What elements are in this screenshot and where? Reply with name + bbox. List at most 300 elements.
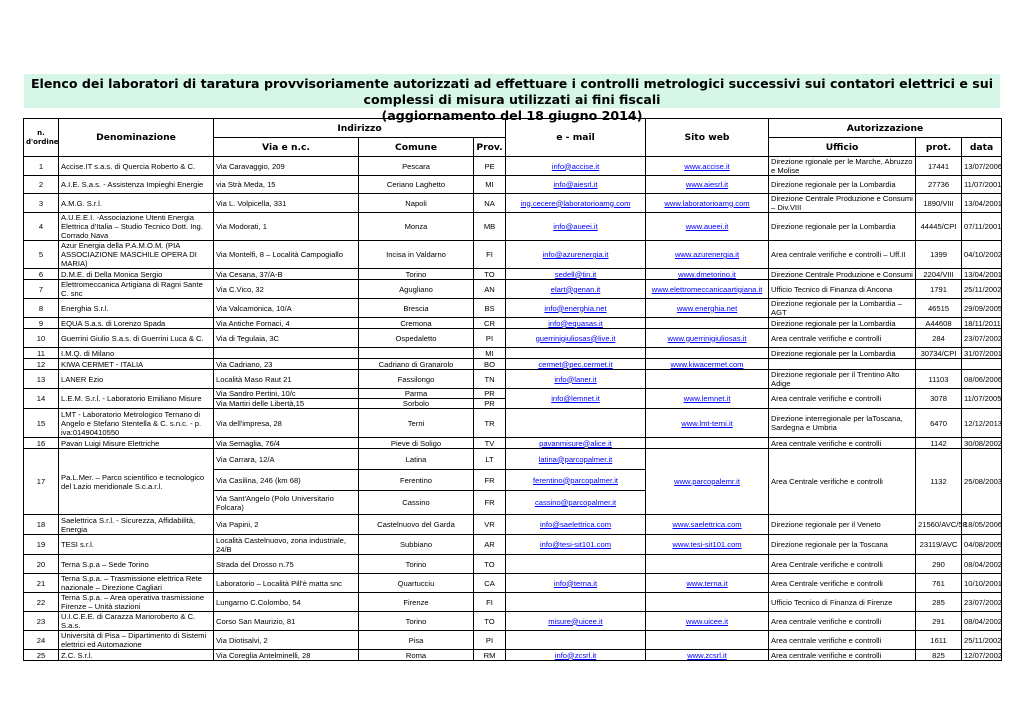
- row-ufficio: Direzione regionale per la Lombardia: [769, 348, 916, 359]
- row-sito-web-link[interactable]: www.accise.it: [684, 161, 730, 171]
- row-via: Via Valcamonica, 10/A: [214, 299, 359, 318]
- row-prot: 1399: [916, 241, 962, 269]
- row-email[interactable]: [506, 574, 646, 593]
- row-prot: 21560/AVC/58: [916, 515, 962, 535]
- row-number: 2: [24, 176, 59, 194]
- header-comune: Comune: [359, 138, 474, 157]
- row-sito-web[interactable]: [646, 241, 769, 269]
- row-sito-web: [646, 631, 769, 650]
- table-row: [24, 370, 1002, 389]
- row-email-link[interactable]: info@saelettrica.com: [540, 520, 612, 529]
- row-email[interactable]: [506, 515, 646, 535]
- row-prov: TO: [474, 269, 506, 280]
- header-ufficio: Ufficio: [769, 138, 916, 157]
- row-comune: Cremona: [359, 318, 474, 329]
- header-indirizzo: Indirizzo: [214, 119, 506, 138]
- row-sito-web-link[interactable]: www.azurenergia.it: [674, 250, 740, 259]
- row-number: 12: [24, 359, 59, 370]
- row-email-link[interactable]: info@aueei.it: [553, 222, 598, 231]
- row-prov: TV: [474, 438, 506, 449]
- laboratories-table: [23, 118, 1002, 661]
- row-prot: 290: [916, 555, 962, 574]
- row-comune: Torino: [359, 612, 474, 631]
- row-prot: 1791: [916, 280, 962, 299]
- row-via: Via C.Vico, 32: [214, 280, 359, 299]
- row-denominazione: Energhia S.r.l.: [59, 299, 214, 318]
- row-sito-web[interactable]: [646, 409, 769, 438]
- table-row: [24, 213, 1002, 241]
- row-email[interactable]: [506, 176, 646, 194]
- row-email[interactable]: [506, 438, 646, 449]
- row-sito-web[interactable]: [646, 176, 769, 194]
- row-comune: Castelnuovo del Garda: [359, 515, 474, 535]
- row-ufficio: Direzione regionale per il Trentino Alto Adige: [769, 370, 916, 389]
- row-email[interactable]: [506, 213, 646, 241]
- row-prov: MB: [474, 213, 506, 241]
- row-comune: Terni: [359, 409, 474, 438]
- row-sito-web-link[interactable]: www.guerrinigiuliosas.it: [667, 333, 747, 343]
- row-email-link[interactable]: pavanmisure@alice.it: [539, 438, 612, 448]
- row-ufficio: Direzione regionale per la Lombardia: [769, 176, 916, 194]
- row-number: 8: [24, 299, 59, 318]
- row-data: 11/07/2005: [962, 389, 1002, 409]
- row-number: 5: [24, 241, 59, 269]
- title-line-1: Elenco dei laboratori di taratura provvisoriamente autorizzati ad effettuare i controlli metrologici successivi sui contatori elettrici e sui complessi di misura utilizzati ai fini fiscali: [30, 76, 994, 107]
- table-row: [24, 329, 1002, 348]
- row-number: 15: [24, 409, 59, 438]
- row-number: 10: [24, 329, 59, 348]
- row-denominazione: L.E.M. S.r.l. - Laboratorio Emiliano Misure: [59, 389, 214, 409]
- row-via: Corso San Maurizio, 81: [214, 612, 359, 631]
- row-ufficio: Area centrale verifiche e controlli: [769, 329, 916, 348]
- row-denominazione: TESI s.r.l.: [59, 535, 214, 555]
- table-row: [24, 409, 1002, 438]
- row-sito-web[interactable]: [646, 299, 769, 318]
- row-comune: Parma: [359, 389, 474, 399]
- row-denominazione: Saelettrica S.r.l. - Sicurezza, Affidabilità, Energia: [59, 515, 214, 535]
- row-denominazione: D.M.E. di Della Monica Sergio: [59, 269, 214, 280]
- row-via: Via Coreglia Antelminelli, 28: [214, 650, 359, 661]
- row-email-link[interactable]: info@terna.it: [553, 578, 598, 588]
- row-number: 17: [24, 449, 59, 515]
- row-ufficio: Area centrale verifiche e controlli – Uff.II: [769, 241, 916, 269]
- header-sito-web: Sito web: [646, 119, 769, 157]
- row-prot: 27736: [916, 176, 962, 194]
- row-prov: CA: [474, 574, 506, 593]
- row-email: [506, 593, 646, 612]
- row-email-link[interactable]: ing.cecere@laboratorioamg.com: [520, 198, 631, 208]
- row-ufficio: Area centrale verifiche e controlli: [769, 612, 916, 631]
- row-email: [506, 409, 646, 438]
- header-prov: Prov.: [474, 138, 506, 157]
- row-denominazione: LMT - Laboratorio Metrologico Ternano di Angelo e Stefano Stentella & C. s.n.c. - p. iva:01490410550: [59, 409, 214, 438]
- row-prov: MI: [474, 348, 506, 359]
- row-ufficio: [769, 359, 916, 370]
- row-email-link[interactable]: info@accise.it: [551, 161, 600, 171]
- row-number: 1: [24, 157, 59, 176]
- row-via: Via Sernaglia, 76/4: [214, 438, 359, 449]
- row-ufficio: Area centrale verifiche e controlli: [769, 389, 916, 409]
- table-row: [24, 515, 1002, 535]
- table-row: [24, 299, 1002, 318]
- row-ufficio: Direzione Centrale Produzione e Consumi – Div.VIII: [769, 194, 916, 213]
- row-comune: Quartucciu: [359, 574, 474, 593]
- row-email-link[interactable]: info@tesi-sit101.com: [540, 540, 612, 549]
- row-via: Via Sandro Pertini, 10/c: [214, 389, 359, 399]
- row-denominazione: Azur Energia della P.A.M.O.M. (PIA ASSOCIAZIONE MASCHILE OPERA DI MARIA): [59, 241, 214, 269]
- row-data: 25/11/2002: [962, 631, 1002, 650]
- row-sito-web[interactable]: [646, 535, 769, 555]
- table-row: [24, 269, 1002, 280]
- row-sito-web-link[interactable]: www.laboratorioamg.com: [664, 198, 750, 208]
- row-number: 20: [24, 555, 59, 574]
- row-email[interactable]: [506, 359, 646, 370]
- header-via: Via e n.c.: [214, 138, 359, 157]
- row-email: [506, 348, 646, 359]
- row-prot: 23119/AVC: [916, 535, 962, 555]
- row-prov: PI: [474, 631, 506, 650]
- row-prot: 2204/VIII: [916, 269, 962, 280]
- row-number: 21: [24, 574, 59, 593]
- row-ufficio: Direzione regionale per la Lombardia – AGT: [769, 299, 916, 318]
- row-prot: 11103: [916, 370, 962, 389]
- row-email-link[interactable]: ferentino@parcopalmer.it: [533, 475, 618, 485]
- row-sito-web-link[interactable]: www.elettromeccanicaartigiana.it: [651, 284, 763, 294]
- row-email-link[interactable]: info@zcsrl.it: [554, 650, 597, 660]
- row-prot: 761: [916, 574, 962, 593]
- row-via: Località Castelnuovo, zona industriale, 24/B: [214, 535, 359, 555]
- row-number: 13: [24, 370, 59, 389]
- row-prov: PI: [474, 329, 506, 348]
- table-row: [24, 555, 1002, 574]
- row-prov: FR: [474, 470, 506, 491]
- row-denominazione: Università di Pisa – Dipartimento di Sistemi elettrici ed Automazione: [59, 631, 214, 650]
- row-number: 23: [24, 612, 59, 631]
- row-denominazione: A.I.E. S.a.s. - Assistenza Impieghi Energie: [59, 176, 214, 194]
- row-email[interactable]: [506, 449, 646, 470]
- row-ufficio: Ufficio Tecnico di Finanza di Ancona: [769, 280, 916, 299]
- table-row: [24, 650, 1002, 661]
- row-prov: FR: [474, 491, 506, 515]
- row-email-link[interactable]: elart@genan.it: [550, 284, 601, 294]
- row-email-link[interactable]: info@aiesrl.it: [553, 180, 598, 189]
- table-row: [24, 157, 1002, 176]
- document-title: [24, 76, 1000, 124]
- row-prov: BO: [474, 359, 506, 370]
- row-number: 24: [24, 631, 59, 650]
- row-ufficio: Area Centrale verifiche e controlli: [769, 449, 916, 515]
- row-sito-web[interactable]: [646, 574, 769, 593]
- row-email-link[interactable]: guerrinigiuliosas@live.it: [535, 333, 616, 343]
- row-email[interactable]: [506, 280, 646, 299]
- row-ufficio: Direzione regionale per il Veneto: [769, 515, 916, 535]
- row-ufficio: Area Centrale verifiche e controlli: [769, 555, 916, 574]
- row-denominazione: KIWA CERMET - ITALIA: [59, 359, 214, 370]
- row-denominazione: Terna S.p.a – Sede Torino: [59, 555, 214, 574]
- row-denominazione: Pavan Luigi Misure Elettriche: [59, 438, 214, 449]
- row-via: Via Martiri delle Libertà,15: [214, 399, 359, 409]
- row-prov: FI: [474, 593, 506, 612]
- row-sito-web-link[interactable]: www.aiesrl.it: [685, 180, 729, 189]
- row-ufficio: Direzione interregionale per laToscana, Sardegna e Umbria: [769, 409, 916, 438]
- row-email[interactable]: [506, 370, 646, 389]
- row-prot: 6470: [916, 409, 962, 438]
- row-email[interactable]: [506, 389, 646, 409]
- row-number: 25: [24, 650, 59, 661]
- row-comune: [359, 348, 474, 359]
- row-email: [506, 631, 646, 650]
- row-email[interactable]: [506, 650, 646, 661]
- row-prov: PR: [474, 399, 506, 409]
- row-denominazione: Guerrini Giulio S.a.s. di Guerrini Luca & C.: [59, 329, 214, 348]
- row-via: Via di Tegulaia, 3C: [214, 329, 359, 348]
- row-ufficio: Direzione regionale per la Lombardia: [769, 213, 916, 241]
- row-email[interactable]: [506, 194, 646, 213]
- row-ufficio: Direzione regionale per la Toscana: [769, 535, 916, 555]
- row-email-link[interactable]: sedell@tin.it: [554, 269, 597, 279]
- row-email: [506, 555, 646, 574]
- row-ufficio: Area centrale verifiche e controlli: [769, 631, 916, 650]
- row-email[interactable]: [506, 269, 646, 280]
- row-email-link[interactable]: info@lemnet.it: [551, 394, 600, 403]
- row-number: 22: [24, 593, 59, 612]
- row-sito-web: [646, 555, 769, 574]
- table-row: [24, 574, 1002, 593]
- row-data: 12/12/2013: [962, 409, 1002, 438]
- row-ufficio: Area centrale verifiche e controlli: [769, 438, 916, 449]
- row-prot: 46515: [916, 299, 962, 318]
- row-data: 08/04/2002: [962, 612, 1002, 631]
- row-email[interactable]: [506, 329, 646, 348]
- row-sito-web[interactable]: [646, 650, 769, 661]
- row-data: 13/04/2001: [962, 194, 1002, 213]
- row-via: Via Papini, 2: [214, 515, 359, 535]
- table-row: [24, 348, 1002, 359]
- row-comune: Firenze: [359, 593, 474, 612]
- row-number: 16: [24, 438, 59, 449]
- row-prov: AN: [474, 280, 506, 299]
- row-via: Laboratorio – Località Pill'è matta snc: [214, 574, 359, 593]
- row-comune: Pisa: [359, 631, 474, 650]
- row-ufficio: Direzione rgionale per le Marche, Abruzzo e Molise: [769, 157, 916, 176]
- header-prot: prot.: [916, 138, 962, 157]
- row-sito-web: [646, 438, 769, 449]
- table-row: [24, 593, 1002, 612]
- row-denominazione: I.M.Q. di Milano: [59, 348, 214, 359]
- row-prot: 1611: [916, 631, 962, 650]
- row-sito-web-link[interactable]: www.saelettrica.com: [672, 520, 742, 529]
- row-prov: PR: [474, 389, 506, 399]
- row-email[interactable]: [506, 612, 646, 631]
- row-denominazione: Z.C. S.r.l.: [59, 650, 214, 661]
- row-data: 13/04/2001: [962, 269, 1002, 280]
- row-comune: Ferentino: [359, 470, 474, 491]
- row-email-link[interactable]: misure@uicee.it: [548, 616, 603, 626]
- row-prot: 1132: [916, 449, 962, 515]
- header-data: data: [962, 138, 1002, 157]
- row-via: Via Caravaggio, 209: [214, 157, 359, 176]
- row-prov: VR: [474, 515, 506, 535]
- row-prov: PE: [474, 157, 506, 176]
- row-sito-web-link[interactable]: www.tesi-sit101.com: [672, 540, 742, 549]
- row-sito-web-link[interactable]: www.lemnet.it: [683, 394, 731, 403]
- row-via: Via Cadriano, 23: [214, 359, 359, 370]
- header-email: e - mail: [506, 119, 646, 157]
- row-email[interactable]: [506, 491, 646, 515]
- row-denominazione: Pa.L.Mer. – Parco scientifico e tecnologico del Lazio meridionale S.c.a.r.l.: [59, 449, 214, 515]
- row-prov: AR: [474, 535, 506, 555]
- row-comune: Ospedaletto: [359, 329, 474, 348]
- row-data: 23/07/2002: [962, 593, 1002, 612]
- row-comune: Roma: [359, 650, 474, 661]
- row-prot: 1890/VIII: [916, 194, 962, 213]
- row-email[interactable]: [506, 535, 646, 555]
- row-prot: A44608: [916, 318, 962, 329]
- row-comune: Napoli: [359, 194, 474, 213]
- row-sito-web[interactable]: [646, 194, 769, 213]
- row-via: Via Diotisalvi, 2: [214, 631, 359, 650]
- row-prot: 3078: [916, 389, 962, 409]
- row-data: 08/06/2006: [962, 370, 1002, 389]
- row-sito-web-link[interactable]: www.parcopalemr.it: [674, 477, 740, 486]
- row-ufficio: Area centrale verifiche e controlli: [769, 650, 916, 661]
- row-number: 18: [24, 515, 59, 535]
- row-email[interactable]: [506, 299, 646, 318]
- row-email[interactable]: [506, 470, 646, 491]
- row-prov: CR: [474, 318, 506, 329]
- row-prov: TN: [474, 370, 506, 389]
- row-prov: NA: [474, 194, 506, 213]
- row-denominazione: LANER Ezio: [59, 370, 214, 389]
- row-email-link[interactable]: latina@parcopalmer.it: [538, 454, 613, 464]
- row-sito-web[interactable]: [646, 449, 769, 515]
- row-via: [214, 348, 359, 359]
- row-comune: Brescia: [359, 299, 474, 318]
- row-email-link[interactable]: info@equasas.it: [548, 318, 603, 328]
- row-ufficio: Area Centrale verifiche e controlli: [769, 574, 916, 593]
- row-email[interactable]: [506, 318, 646, 329]
- row-number: 9: [24, 318, 59, 329]
- table-row: [24, 194, 1002, 213]
- row-prot: 825: [916, 650, 962, 661]
- row-prov: RM: [474, 650, 506, 661]
- row-prov: TO: [474, 555, 506, 574]
- row-ufficio: Direzione regionale per la Lombardia: [769, 318, 916, 329]
- row-prot: 285: [916, 593, 962, 612]
- table-row: [24, 176, 1002, 194]
- row-prot: [916, 359, 962, 370]
- row-prov: TR: [474, 409, 506, 438]
- row-via: via Strà Meda, 15: [214, 176, 359, 194]
- row-data: 07/11/2001: [962, 213, 1002, 241]
- row-number: 3: [24, 194, 59, 213]
- table-row: [24, 438, 1002, 449]
- row-ufficio: Direzione Centrale Produzione e Consumi: [769, 269, 916, 280]
- row-comune: Subbiano: [359, 535, 474, 555]
- row-email-link[interactable]: cermet@pec.cermet.it: [538, 359, 613, 369]
- row-sito-web[interactable]: [646, 515, 769, 535]
- row-sito-web[interactable]: [646, 389, 769, 409]
- row-data: 04/10/2002: [962, 241, 1002, 269]
- row-denominazione: Elettromeccanica Artigiana di Ragni Sante C. snc: [59, 280, 214, 299]
- row-email-link[interactable]: cassino@parcopalmer.it: [534, 498, 617, 507]
- row-comune: Fassilongo: [359, 370, 474, 389]
- row-comune: Cadriano di Granarolo: [359, 359, 474, 370]
- row-via: Località Maso Raut 21: [214, 370, 359, 389]
- table-row: [24, 318, 1002, 329]
- row-prov: TO: [474, 612, 506, 631]
- row-email-link[interactable]: info@azurenergia.it: [542, 250, 609, 259]
- row-number: 14: [24, 389, 59, 409]
- row-denominazione: Accise.IT s.a.s. di Quercia Roberto & C.: [59, 157, 214, 176]
- row-data: 04/08/2005: [962, 535, 1002, 555]
- row-via: Via Montelfi, 8 – Località Campogiallo: [214, 241, 359, 269]
- row-sito-web-link[interactable]: www.aueei.it: [685, 222, 729, 231]
- table-row: [24, 241, 1002, 269]
- row-email-link[interactable]: info@energhia.net: [544, 303, 607, 313]
- header-autorizzazione: Autorizzazione: [769, 119, 1002, 138]
- row-sito-web[interactable]: [646, 359, 769, 370]
- row-email[interactable]: [506, 241, 646, 269]
- row-sito-web: [646, 370, 769, 389]
- row-via: Via Casilina, 246 (km 68): [214, 470, 359, 491]
- row-sito-web[interactable]: [646, 612, 769, 631]
- row-number: 7: [24, 280, 59, 299]
- row-sito-web-link[interactable]: www.zcsrl.it: [687, 650, 727, 660]
- row-prot: 30734/CPI: [916, 348, 962, 359]
- row-via: Via Cesana, 37/A-B: [214, 269, 359, 280]
- row-prov: LT: [474, 449, 506, 470]
- row-sito-web[interactable]: [646, 280, 769, 299]
- row-data: 31/07/2001: [962, 348, 1002, 359]
- row-denominazione: EQUA S.a.s. di Lorenzo Spada: [59, 318, 214, 329]
- row-denominazione: Terna S.p.a. – Area operativa trasmissione Firenze – Unità stazioni: [59, 593, 214, 612]
- row-number: 6: [24, 269, 59, 280]
- row-sito-web-link[interactable]: www.kiwacermet.com: [670, 359, 744, 369]
- row-data: 12/07/2002: [962, 650, 1002, 661]
- row-via: Lungarno C.Colombo, 54: [214, 593, 359, 612]
- row-sito-web[interactable]: [646, 269, 769, 280]
- row-comune: Pieve di Soligo: [359, 438, 474, 449]
- row-sito-web[interactable]: [646, 213, 769, 241]
- row-sito-web[interactable]: [646, 157, 769, 176]
- row-denominazione: A.U.E.E.I. -Associazione Utenti Energia Elettrica d'Italia – Studio Tecnico Dott. Ing. Corrado Nava: [59, 213, 214, 241]
- row-email-link[interactable]: info@laner.it: [554, 374, 597, 384]
- row-sito-web-link[interactable]: www.energhia.net: [676, 303, 738, 313]
- row-prot: 284: [916, 329, 962, 348]
- row-data: 18/05/2006: [962, 515, 1002, 535]
- row-sito-web-link[interactable]: www.uicee.it: [685, 616, 729, 626]
- row-sito-web-link[interactable]: www.dmetorino.it: [678, 269, 736, 279]
- row-data: [962, 359, 1002, 370]
- row-sito-web: [646, 348, 769, 359]
- row-via: Via Antiche Fornaci, 4: [214, 318, 359, 329]
- row-via: Via Carrara, 12/A: [214, 449, 359, 470]
- row-ufficio: Ufficio Tecnico di Finanza di Firenze: [769, 593, 916, 612]
- row-sito-web: [646, 593, 769, 612]
- row-data: 08/04/2002: [962, 555, 1002, 574]
- row-sito-web-link[interactable]: www.terna.it: [686, 578, 728, 588]
- row-comune: Torino: [359, 555, 474, 574]
- row-sito-web[interactable]: [646, 329, 769, 348]
- row-via: Via L. Volpicella, 331: [214, 194, 359, 213]
- row-email[interactable]: [506, 157, 646, 176]
- row-sito-web-link[interactable]: www.lmt-terni.it: [681, 418, 733, 428]
- row-comune: Torino: [359, 269, 474, 280]
- row-data: 29/09/2005: [962, 299, 1002, 318]
- row-comune: Sorbolo: [359, 399, 474, 409]
- table-row: [24, 389, 1002, 399]
